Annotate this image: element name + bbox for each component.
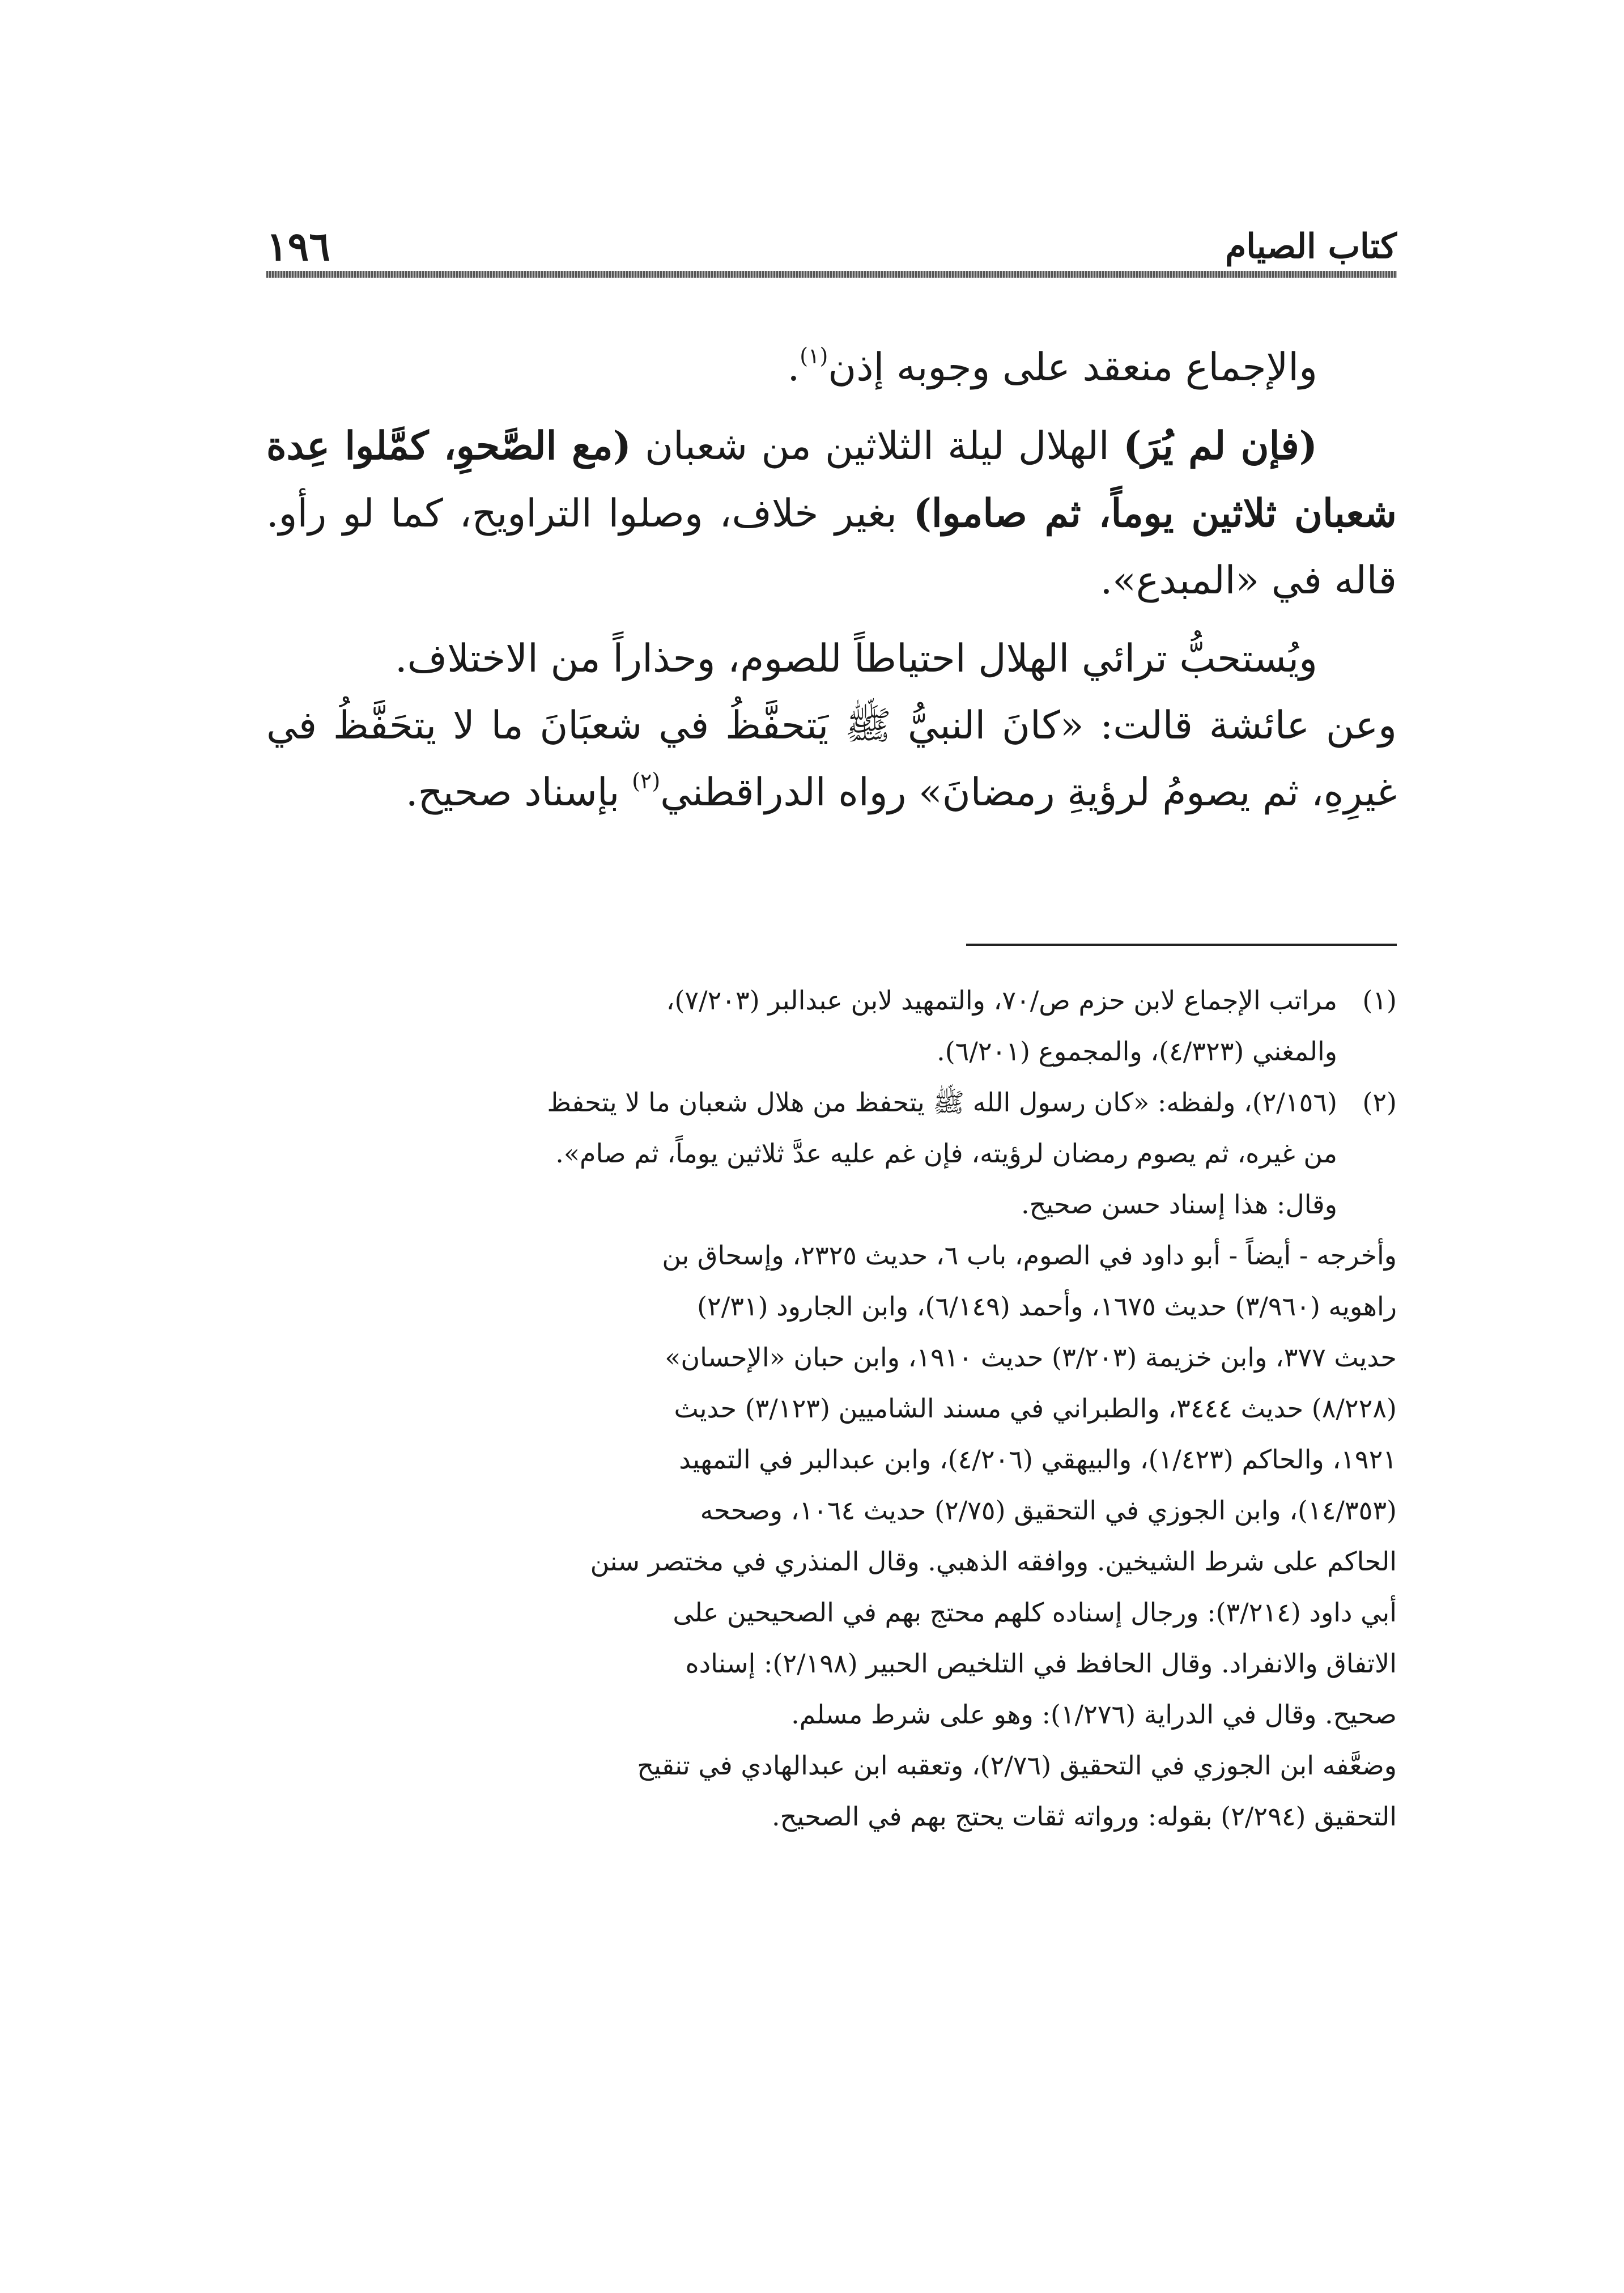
footnote-1 bbox=[266, 975, 1397, 1077]
footnote-line: الاتفاق والانفراد. وقال الحافظ في التلخيص الحبير (٢/١٩٨): إسناده bbox=[685, 1648, 1397, 1679]
footnote-line: وأخرجه - أيضاً - أبو داود في الصوم، باب ٦، حديث ٢٣٢٥، وإسحاق بن bbox=[662, 1240, 1397, 1271]
footnote-line: التحقيق (٢/٢٩٤) بقوله: ورواته ثقات يحتج بهم في الصحيح. bbox=[772, 1801, 1397, 1832]
footnote-number: (١) bbox=[1362, 985, 1397, 1016]
footnote-separator bbox=[966, 944, 1397, 946]
footnote-line: مراتب الإجماع لابن حزم ص/٧٠، والتمهيد لابن عبدالبر (٧/٢٠٣)، bbox=[666, 985, 1337, 1016]
footnotes bbox=[266, 975, 1397, 1842]
footnote-line: وضعَّفه ابن الجوزي في التحقيق (٢/٧٦)، وتعقبه ابن عبدالهادي في تنقيح bbox=[637, 1750, 1397, 1781]
paragraph-hadith: وعن عائشة قالت: «كانَ النبيُّ ﷺ يَتحفَّظُ في شعبَانَ ما لا يتحَفَّظُ في غيرِهِ، ثم يصومُ لرؤيةِ رمضانَ» رواه الدراقطني$^{(٢)}$ بإسناد صحيح. bbox=[266, 703, 1397, 815]
footnote-number: (٢) bbox=[1362, 1087, 1397, 1118]
footnote-2-continuation bbox=[266, 1230, 1397, 1842]
footnote-line: الحاكم على شرط الشيخين. ووافقه الذهبي. وقال المنذري في مختصر سنن bbox=[590, 1546, 1397, 1577]
header-divider bbox=[266, 271, 1397, 278]
footnote-ref-2[interactable]: (٢) bbox=[632, 768, 661, 793]
paragraph-consensus: والإجماع منعقد على وجوبه إذن$^{(١)}$. bbox=[787, 343, 1317, 390]
footnote-2 bbox=[266, 1077, 1397, 1230]
chapter-title: كتاب الصيام bbox=[1225, 227, 1397, 266]
footnote-line: (٢/١٥٦)، ولفظه: «كان رسول الله ﷺ يتحفظ من هلال شعبان ما لا يتحفظ bbox=[547, 1087, 1337, 1118]
footnote-line: (٨/٢٢٨) حديث ٣٤٤٤، والطبراني في مسند الشاميين (٣/١٢٣) حديث bbox=[674, 1393, 1397, 1424]
footnote-line: وقال: هذا إسناد حسن صحيح. bbox=[1021, 1189, 1337, 1220]
footnote-ref-1[interactable]: (١) bbox=[800, 343, 828, 368]
paragraph-sighting: ويُستحبُّ ترائي الهلال احتياطاً للصوم، وحذاراً من الاختلاف. bbox=[395, 636, 1317, 681]
bold-text: (فإن لم يُرَ) bbox=[1123, 423, 1317, 469]
page-number: ١٩٦ bbox=[266, 223, 330, 270]
footnote-line: والمغني (٤/٣٢٣)، والمجموع (٦/٢٠١). bbox=[937, 1036, 1337, 1067]
footnote-line: صحيح. وقال في الدراية (١/٢٧٦): وهو على شرط مسلم. bbox=[791, 1699, 1397, 1730]
footnote-line: أبي داود (٣/٢١٤): ورجال إسناده كلهم محتج بهم في الصحيحين على bbox=[673, 1597, 1397, 1628]
footnote-line: راهويه (٣/٩٦٠) حديث ١٦٧٥، وأحمد (٦/١٤٩)، وابن الجارود (٢/٣١) bbox=[697, 1291, 1397, 1322]
main-text bbox=[266, 334, 1397, 838]
bold-text: (مع الصَّحوِ، كمَّلوا عِدة شعبان ثلاثين يوماً، ثم صاموا) bbox=[266, 423, 1397, 536]
paragraph-hilal: (فإن لم يُرَ) الهلال ليلة الثلاثين من شعبان (مع الصَّحوِ، كمَّلوا عِدة شعبان ثلاثين يوماً، ثم صاموا) بغير خلاف، وصلوا التراويح، كما لو رأو. قاله في «المبدع». bbox=[266, 423, 1397, 603]
footnote-line: (١٤/٣٥٣)، وابن الجوزي في التحقيق (٢/٧٥) حديث ١٠٦٤، وصححه bbox=[700, 1495, 1397, 1526]
footnote-line: من غيره، ثم يصوم رمضان لرؤيته، فإن غم عليه عدَّ ثلاثين يوماً، ثم صام». bbox=[555, 1138, 1337, 1169]
footnote-line: حديث ٣٧٧، وابن خزيمة (٣/٢٠٣) حديث ١٩١٠، وابن حبان «الإحسان» bbox=[665, 1342, 1397, 1373]
footnote-line: ١٩٢١، والحاكم (١/٤٢٣)، والبيهقي (٤/٢٠٦)، وابن عبدالبر في التمهيد bbox=[679, 1444, 1397, 1475]
running-header bbox=[266, 215, 1397, 278]
